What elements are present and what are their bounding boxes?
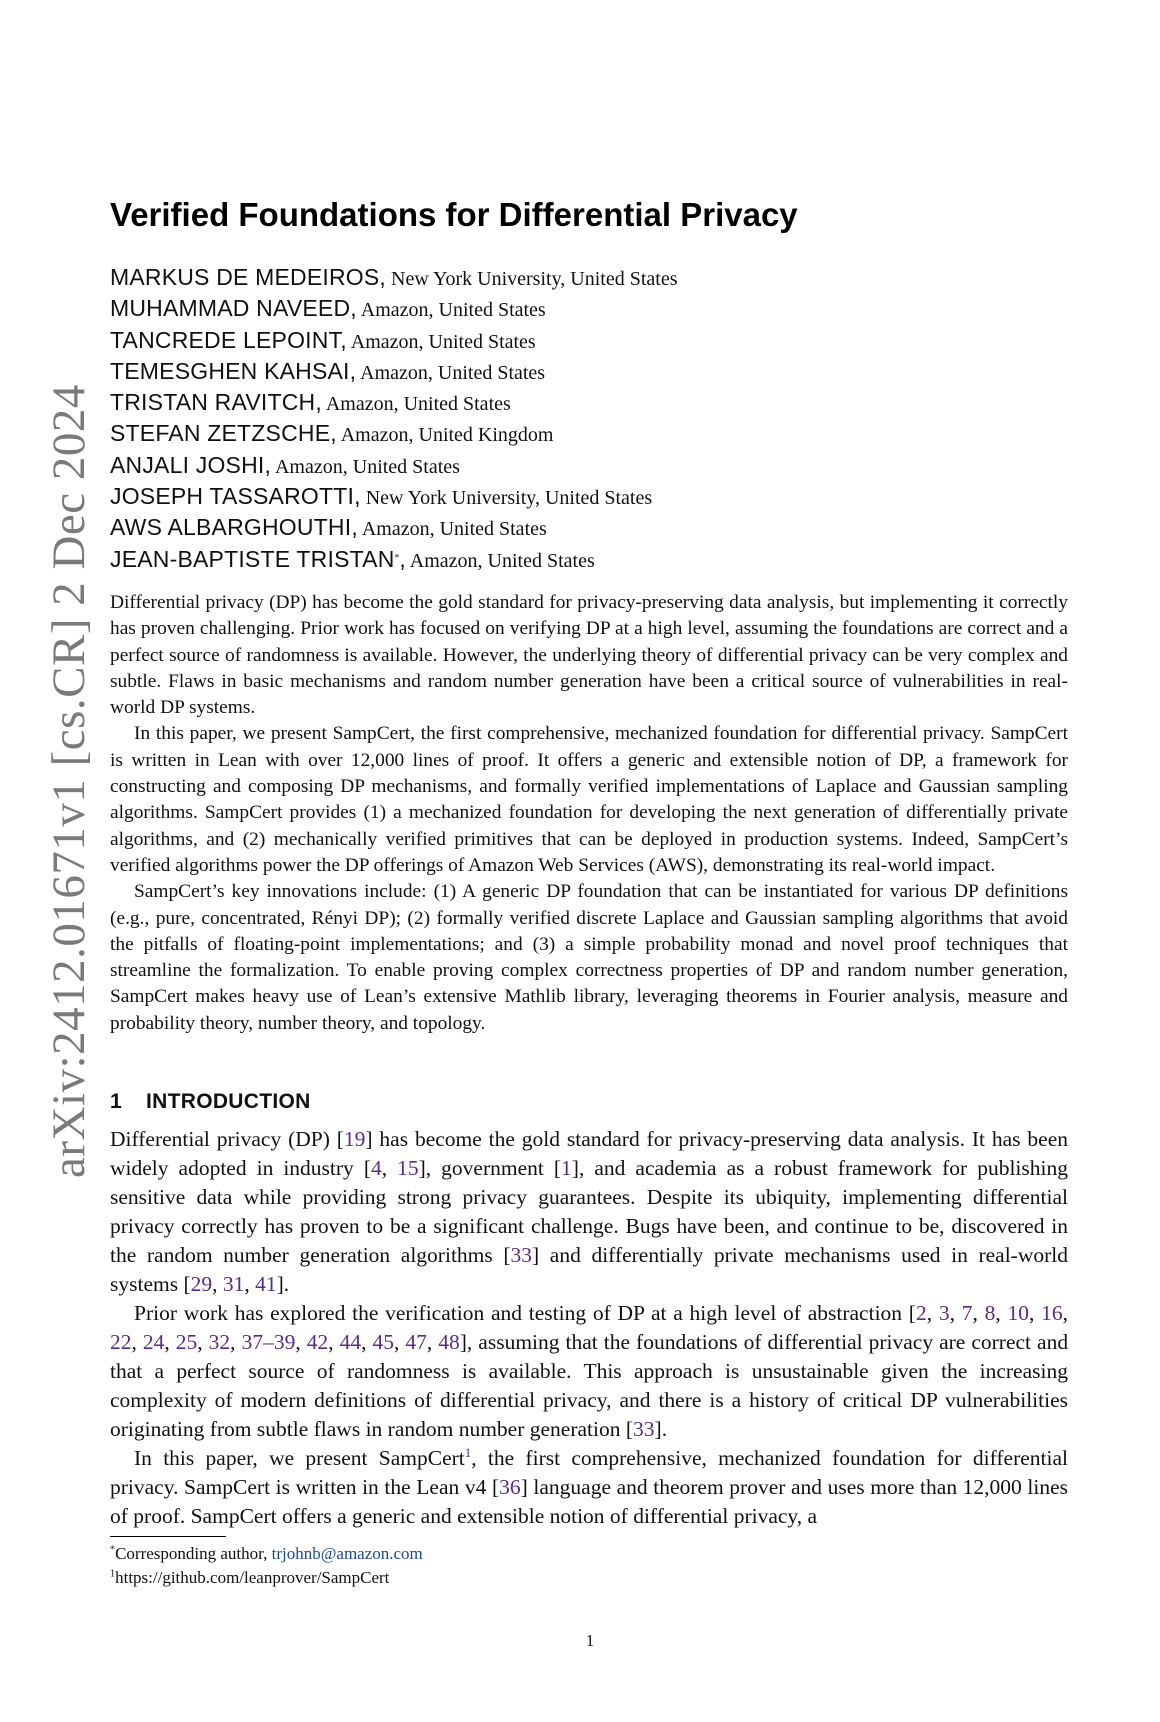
- citation-link[interactable]: 4: [370, 1156, 382, 1180]
- citation-link[interactable]: 7: [961, 1301, 973, 1325]
- citation-link[interactable]: 33: [510, 1243, 533, 1267]
- author-entry: JEAN-BAPTISTE TRISTAN*, Amazon, United States: [110, 545, 595, 572]
- author-entry: [110, 293, 677, 324]
- author-affiliation: Amazon, United States: [346, 330, 536, 353]
- author-entry: [110, 481, 677, 512]
- repo-url[interactable]: https://github.com/leanprover/SampCert: [115, 1568, 390, 1587]
- citation-link[interactable]: 2: [915, 1301, 927, 1325]
- introduction-body: [110, 1125, 1068, 1531]
- corresponding-author-mark: *: [394, 552, 400, 564]
- citation-link[interactable]: 10: [1007, 1301, 1030, 1325]
- author-entry: [110, 512, 677, 543]
- paper-title: Verified Foundations for Differential Privacy: [110, 196, 798, 233]
- author-entry: [110, 356, 677, 387]
- author-name: ANJALI JOSHI,: [110, 451, 272, 478]
- author-affiliation: Amazon, United States: [321, 393, 511, 416]
- citation-link[interactable]: 15: [397, 1156, 419, 1180]
- citation-link[interactable]: 48: [438, 1330, 460, 1354]
- author-entry: [110, 418, 677, 449]
- citation-link[interactable]: 47: [405, 1330, 427, 1354]
- author-entry: [110, 450, 677, 481]
- intro-paragraph-1: Differential privacy (DP) [19] has become the gold standard for privacy-preserving data analysis. It has been widely adopted in industry [4, 15], government [1], and academia as a robust framework for publishing sensitive data while providing strong privacy guarantees. Despite its ubiquity, implementing differential privacy correctly has proven to be a significant challenge. Bugs have been, and continue to be, discovered in the random number generation algorithms [33] and differentially private mechanisms used in real-world systems [29, 31, 41].: [110, 1127, 1068, 1296]
- citation-link[interactable]: 33: [633, 1417, 655, 1441]
- citation-link[interactable]: 37–39: [241, 1330, 296, 1354]
- author-name: JOSEPH TASSAROTTI,: [110, 483, 361, 510]
- author-name: TANCREDE LEPOINT,: [110, 326, 347, 353]
- citation-link[interactable]: 19: [343, 1127, 366, 1151]
- footnotes: [110, 1542, 423, 1590]
- section-number: 1: [110, 1090, 122, 1113]
- footnote-rule: [110, 1536, 226, 1537]
- author-affiliation: Amazon, United Kingdom: [336, 424, 554, 447]
- author-list: [110, 262, 677, 575]
- citation-link[interactable]: 32: [208, 1330, 231, 1354]
- citation-link[interactable]: 16: [1041, 1301, 1063, 1325]
- section-title: INTRODUCTION: [146, 1090, 311, 1113]
- citation-link[interactable]: 3: [938, 1301, 950, 1325]
- citation-link[interactable]: 22: [110, 1330, 132, 1354]
- author-affiliation: Amazon, United States: [271, 455, 460, 478]
- author-affiliation: New York University, United States: [386, 268, 678, 290]
- citation-link[interactable]: 42: [306, 1330, 329, 1354]
- intro-paragraph-2: Prior work has explored the verification and testing of DP at a high level of abstraction [2, 3, 7, 8, 10, 16, 22, 24, 25, 32, 37–39, 42, 44, 45, 47, 48], assuming that the foundations of differential privacy are correct and that a perfect source of randomness is available. This approach is unsustainable given the increasing complexity of modern definitions of differential privacy, and there is a history of critical DP vulnerabilities originating from subtle flaws in random number generation [33].: [110, 1301, 1069, 1441]
- citation-link[interactable]: 45: [372, 1330, 394, 1354]
- abstract-paragraph: Differential privacy (DP) has become the gold standard for privacy-preserving data analysis, but implementing it correctly has proven challenging. Prior work has focused on verifying DP at a high level, assuming the foundations are correct and a perfect source of randomness is available. However, the underlying theory of differential privacy can be very complex and subtle. Flaws in basic mechanisms and random number generation have been a critical source of vulnerabilities in real-world DP systems.: [110, 592, 1068, 719]
- citation-link[interactable]: 41: [255, 1272, 277, 1296]
- author-entry: [110, 262, 677, 293]
- abstract-paragraph: SampCert’s key innovations include: (1) A generic DP foundation that can be instantiated for various DP definitions (e.g., pure, concentrated, Rényi DP); (2) formally verified discrete Laplace and Gaussian sampling algorithms that avoid the pitfalls of floating-point implementations; and (3) a simple probability monad and novel proof techniques that streamline the formalization. To enable proving complex correctness properties of DP and random number generation, SampCert makes heavy use of Lean’s extensive Mathlib library, leveraging theorems in Fourier analysis, measure and probability theory, number theory, and topology.: [110, 881, 1068, 1034]
- author-name: TEMESGHEN KAHSAI,: [110, 357, 357, 384]
- author-name: JEAN-BAPTISTE TRISTAN: [110, 545, 395, 572]
- author-name: TRISTAN RAVITCH,: [110, 389, 322, 416]
- citation-link[interactable]: 29: [190, 1272, 213, 1296]
- email-link[interactable]: trjohnb@amazon.com: [271, 1544, 423, 1563]
- abstract-paragraph: In this paper, we present SampCert, the first comprehensive, mechanized foundation for differential privacy. SampCert is written in Lean with over 12,000 lines of proof. It offers a generic and extensible notion of DP, a framework for constructing and composing DP mechanisms, and formally verified implementations of Laplace and Gaussian sampling algorithms. SampCert provides (1) a mechanized foundation for developing the next generation of differentially private algorithms, and (2) mechanically verified primitives that can be deployed in production systems. Indeed, SampCert’s verified algorithms power the DP offerings of Amazon Web Services (AWS), demonstrating its real-world impact.: [110, 723, 1068, 876]
- author-entry: [110, 387, 677, 418]
- author-affiliation: Amazon, United States: [356, 299, 546, 322]
- author-affiliation: Amazon, United States: [357, 518, 547, 541]
- intro-paragraph-3: In this paper, we present SampCert$^1$, the first comprehensive, mechanized foundation for differential privacy. SampCert is written in the Lean v4 [36] language and theorem prover and uses more than 12,000 lines of proof. SampCert offers a generic and extensible notion of differential privacy, a: [110, 1445, 1068, 1528]
- author-affiliation: New York University, United States: [360, 487, 653, 510]
- author-entry: [110, 325, 677, 356]
- page-number: 1: [585, 1631, 595, 1650]
- arxiv-identifier-stamp: arXiv:2412.01671v1 [cs.CR] 2 Dec 2024: [43, 384, 95, 1178]
- abstract: [110, 590, 1068, 1037]
- citation-link[interactable]: 25: [175, 1330, 198, 1354]
- author-name: MARKUS DE MEDEIROS,: [110, 264, 387, 290]
- citation-link[interactable]: 8: [984, 1301, 996, 1325]
- footnote-1: $^1$https://github.com/leanprover/SampCert: [110, 1568, 390, 1587]
- author-affiliation: Amazon, United States: [356, 361, 546, 384]
- citation-link[interactable]: 31: [222, 1272, 245, 1296]
- citation-link[interactable]: 1: [561, 1156, 572, 1180]
- citation-link[interactable]: 44: [339, 1330, 362, 1354]
- author-affiliation: Amazon, United States: [405, 549, 595, 572]
- footnote-ref-link[interactable]: 1: [464, 1445, 472, 1460]
- author-name: STEFAN ZETZSCHE,: [110, 420, 337, 447]
- author-name: MUHAMMAD NAVEED,: [110, 295, 357, 322]
- citation-link[interactable]: 24: [142, 1330, 165, 1354]
- section-heading-introduction: [110, 1090, 311, 1114]
- footnote-corresponding-author: *Corresponding author, trjohnb@amazon.com: [110, 1544, 423, 1563]
- author-name: AWS ALBARGHOUTHI,: [110, 514, 358, 541]
- citation-link[interactable]: 36: [499, 1475, 521, 1499]
